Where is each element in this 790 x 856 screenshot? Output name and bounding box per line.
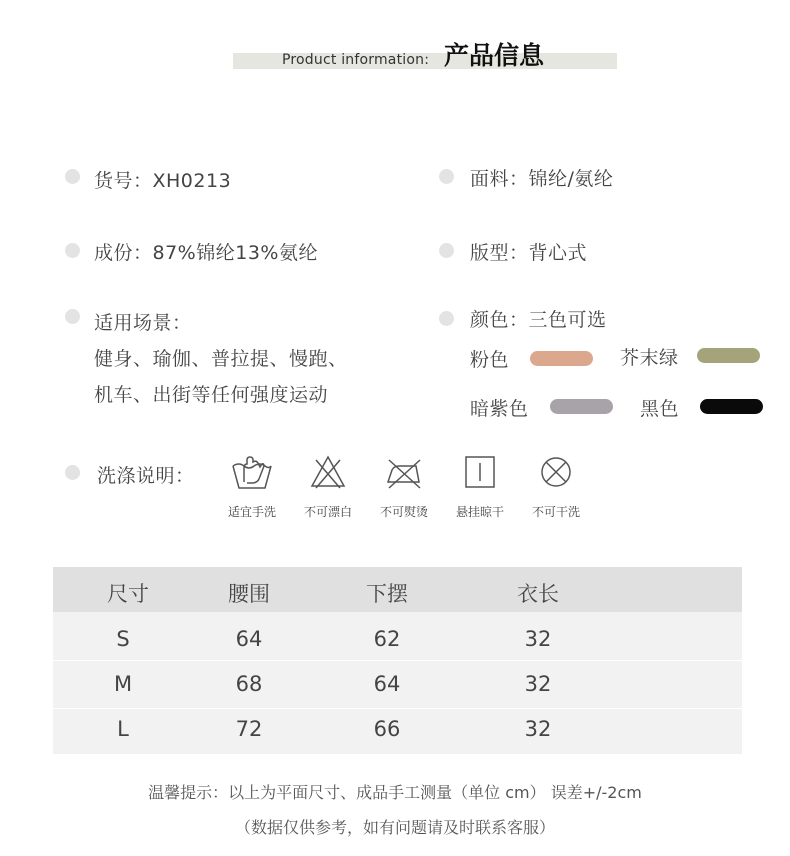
bullet-dot <box>65 243 80 258</box>
wash-item-label: 不可熨烫 <box>379 505 428 519</box>
note-line1: 温馨提示：以上为平面尺寸、成品手工测量（单位 cm） 误差+/-2cm <box>148 783 642 802</box>
header-title-cn: 产品信息 <box>444 41 545 70</box>
wash-label: 洗涤说明： <box>97 465 195 487</box>
spec-item-no: 货号：XH0213 <box>94 170 232 192</box>
wash-item-label: 适宜手洗 <box>227 505 276 519</box>
table-cell: 64 <box>373 672 401 696</box>
spec-scenes-line2: 机车、出街等任何强度运动 <box>94 384 329 406</box>
bullet-dot <box>439 311 454 326</box>
table-header-length: 衣长 <box>517 582 559 606</box>
spec-scenes-label: 适用场景： <box>94 312 192 334</box>
spec-composition: 成份：87%锦纶13%氨纶 <box>94 242 318 264</box>
table-cell: 32 <box>524 717 552 741</box>
color-swatch-black <box>700 399 763 414</box>
bullet-dot <box>65 169 80 184</box>
color-swatch-purple <box>550 399 613 414</box>
color-name-pink: 粉色 <box>470 349 510 371</box>
color-swatch-mustard <box>697 348 760 363</box>
spec-fabric: 面料：锦纶/氨纶 <box>470 168 614 190</box>
table-cell: 72 <box>235 717 263 741</box>
spec-scenes-line1: 健身、瑜伽、普拉提、慢跑、 <box>94 348 348 370</box>
no-bleach-icon <box>306 452 350 492</box>
table-header-waist: 腰围 <box>228 582 270 606</box>
color-name-black: 黑色 <box>640 398 680 420</box>
bullet-dot <box>439 243 454 258</box>
table-cell: S <box>116 627 130 651</box>
table-cell: L <box>117 717 129 741</box>
spec-color-label: 颜色：三色可选 <box>470 309 607 331</box>
table-header-size: 尺寸 <box>107 582 149 606</box>
spec-style: 版型：背心式 <box>470 242 588 264</box>
note-line2: （数据仅供参考，如有问题请及时联系客服） <box>234 818 555 837</box>
hang-dry-icon <box>458 452 502 492</box>
table-cell: M <box>113 672 133 696</box>
wash-item-label: 悬挂晾干 <box>455 505 504 519</box>
color-name-purple: 暗紫色 <box>470 398 529 420</box>
hand-wash-icon <box>230 452 274 492</box>
no-iron-icon <box>382 452 426 492</box>
table-cell: 64 <box>235 627 263 651</box>
color-name-mustard: 芥末绿 <box>620 347 679 369</box>
table-cell: 62 <box>373 627 401 651</box>
color-swatch-pink <box>530 351 593 366</box>
header-title-en: Product information: <box>282 52 430 68</box>
table-cell: 32 <box>524 627 552 651</box>
no-dry-clean-icon <box>534 452 578 492</box>
bullet-dot <box>65 309 80 324</box>
table-header-hem: 下摆 <box>366 582 408 606</box>
table-cell: 68 <box>235 672 263 696</box>
table-cell: 66 <box>373 717 401 741</box>
bullet-dot <box>65 465 80 480</box>
wash-item-label: 不可漂白 <box>303 505 352 519</box>
bullet-dot <box>439 169 454 184</box>
table-divider <box>53 708 742 709</box>
wash-item-label: 不可干洗 <box>531 505 580 519</box>
table-divider <box>53 660 742 661</box>
table-cell: 32 <box>524 672 552 696</box>
